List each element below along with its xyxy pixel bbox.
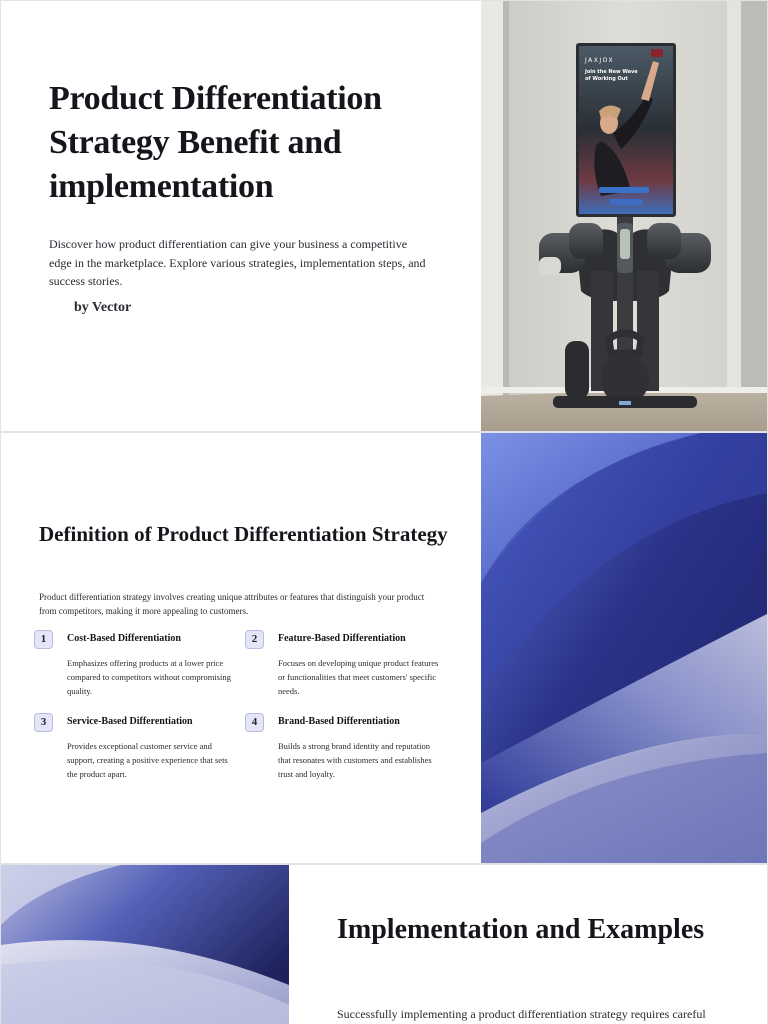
card-number-badge: 4 [245, 713, 264, 732]
card-title: Feature-Based Differentiation [278, 633, 406, 644]
photo-illustration [481, 1, 768, 432]
slide-intro: Product differentiation strategy involves creating unique attributes or features that distinguish your product from competitors, making it more appealing to customers. [39, 592, 425, 616]
card-title: Service-Based Differentiation [67, 716, 193, 727]
card-number-badge: 1 [34, 630, 53, 649]
card-description: Focuses on developing unique product features or functionalities that meet customers' specific needs. [278, 658, 439, 696]
abstract-wave-art [1, 865, 289, 1024]
card-description: Builds a strong brand identity and reputation that resonates with customers and establishes trust and loyalty. [278, 741, 432, 779]
slide-title: Product Differentiation Strategy Benefit and implementation [49, 80, 382, 205]
definition-slide [0, 432, 768, 864]
abstract-wave-art [481, 433, 768, 864]
title-slide [0, 0, 768, 432]
slide-description: Successfully implementing a product differentiation strategy requires careful [337, 1007, 706, 1021]
svg-text:Join the New Wave: Join the New Wave [585, 69, 638, 75]
wave-illustration [481, 433, 768, 864]
slide-title: Definition of Product Differentiation Strategy [39, 522, 448, 546]
card-title: Brand-Based Differentiation [278, 716, 400, 727]
card-description: Provides exceptional customer service and support, creating a positive experience that sets the product apart. [67, 741, 228, 779]
title-slide-text [49, 77, 429, 291]
card-title: Cost-Based Differentiation [67, 633, 181, 644]
slide-description: Discover how product differentiation can give your business a competitive edge in the marketplace. Explore various strategies, implementation steps, and success stories. [49, 237, 426, 288]
fitness-equipment-photo [481, 1, 768, 432]
card-number-badge: 3 [34, 713, 53, 732]
card-number-badge: 2 [245, 630, 264, 649]
slide-title: Implementation and Examples [337, 914, 705, 945]
card-description: Emphasizes offering products at a lower price compared to competitors without compromising quality. [67, 658, 231, 696]
wave-illustration [1, 865, 289, 1024]
svg-text:of Working Out: of Working Out [585, 76, 628, 82]
author-credit: by Vector [74, 300, 132, 315]
implementation-slide [0, 864, 768, 1024]
screen-brand-text: JAXJOX [585, 57, 615, 64]
